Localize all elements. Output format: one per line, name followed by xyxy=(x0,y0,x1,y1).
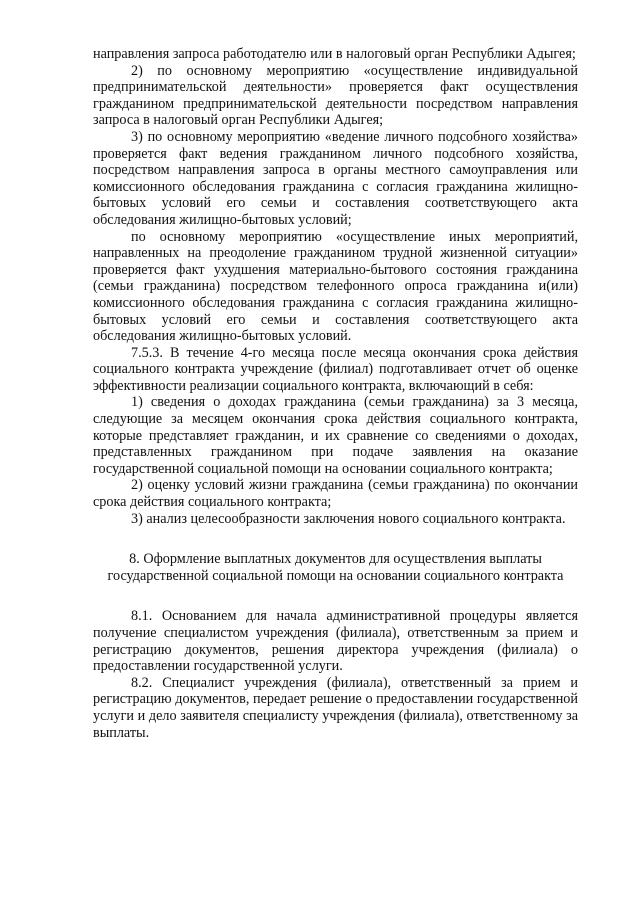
paragraph-sub-2: 2) оценку условий жизни гражданина (семьи гражданина) по окончании срока действия социального контракта; xyxy=(93,477,578,511)
paragraph-item-3: 3) по основному мероприятию «ведение личного подсобного хозяйства» проверяется факт ведения гражданином личного подсобного хозяйства, посредством направления запроса в органы местного самоуправления или комиссионного обследования гражданина с согласия гражданина жилищно-бытовых условий его семьи и составления соответствующего акта обследования жилищно-бытовых условий; xyxy=(93,128,578,228)
section-heading: 8. Оформление выплатных документов для осуществления выплаты государственной социальной помощи на основании социального контракта xyxy=(107,551,564,584)
paragraph-continuation: направления запроса работодателю или в налоговый орган Республики Адыгея; xyxy=(93,46,576,62)
paragraph-8-1: 8.1. Основанием для начала административной процедуры является получение специалистом учреждения (филиала), ответственным за прием и регистрацию документов, решения директора учреждения (филиала) о предоставлении государственной услуги. xyxy=(93,608,578,675)
paragraph-item-2: 2) по основному мероприятию «осуществление индивидуальной предпринимательской деятельности» проверяется факт осуществления гражданином предпринимательской деятельности посредством направления запроса в налоговый орган Республики Адыгея; xyxy=(93,62,578,129)
paragraph-other-measures: по основному мероприятию «осуществление иных мероприятий, направленных на преодоление гражданином трудной жизненной ситуации» проверяется факт ухудшения материально-бытового состояния гражданина (семьи гражданина) посредством телефонного опроса гражданина и(или) комиссионного обследования гражданина с согласия гражданина жилищно-бытовых условий его семьи и составления соответствующего акта обследования жилищно-бытовых условий. xyxy=(93,228,578,345)
document-page xyxy=(93,46,578,741)
paragraph-sub-3: 3) анализ целесообразности заключения нового социального контракта. xyxy=(131,510,566,527)
paragraph-sub-1: 1) сведения о доходах гражданина (семьи гражданина) за 3 месяца, следующие за месяцем окончания срока действия социального контракта, которые представляет гражданин, и их сравнение со сведениями о доходах, представленных гражданином при подаче заявления на оказание государственной социальной помощи на основании социального контракта; xyxy=(93,394,578,477)
paragraph-8-2: 8.2. Специалист учреждения (филиала), ответственный за прием и регистрацию документов, передает решение о предоставлении государственной услуги и дело заявителя специалисту учреждения (филиала), ответственному за выплаты. xyxy=(93,674,578,741)
paragraph-7-5-3: 7.5.3. В течение 4-го месяца после месяца окончания срока действия социального контракта учреждение (филиал) подготавливает отчет об оценке эффективности реализации социального контракта, включающий в себя: xyxy=(93,344,578,394)
